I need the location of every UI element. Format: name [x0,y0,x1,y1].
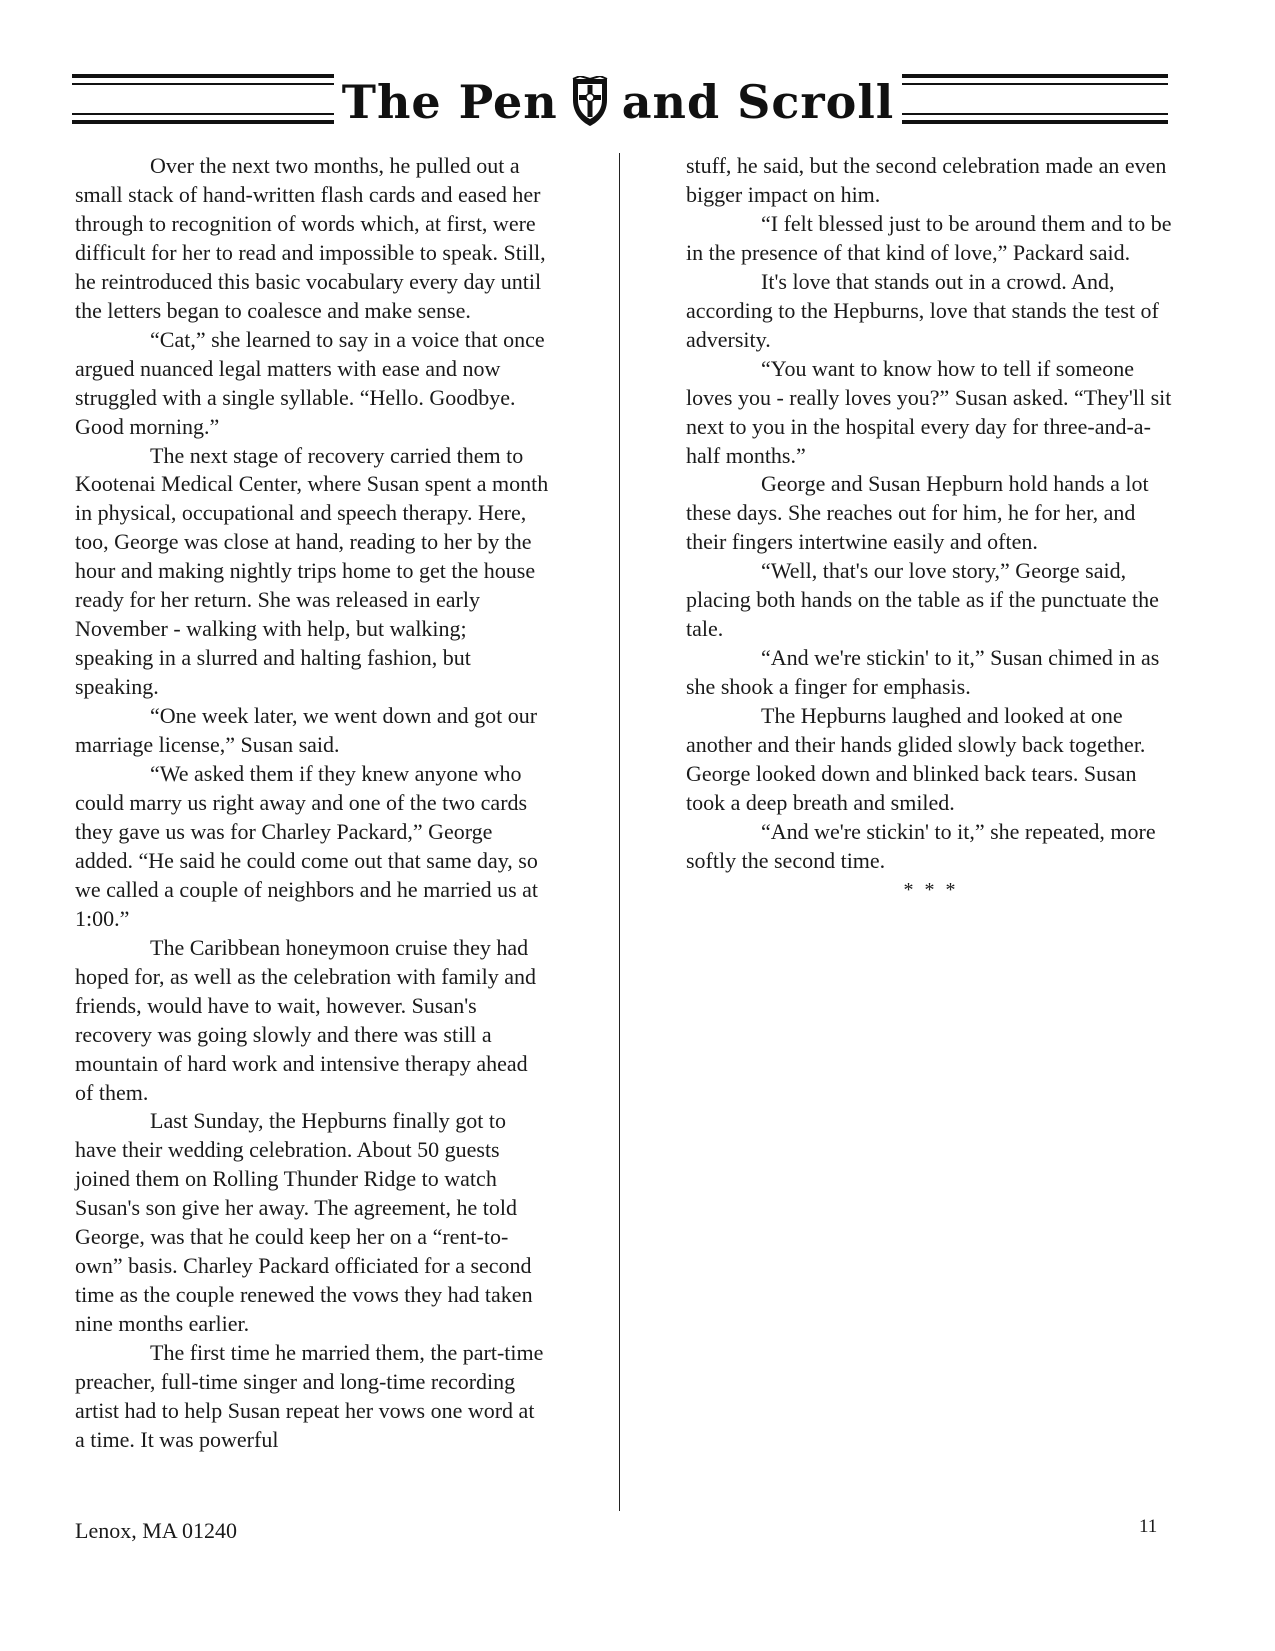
paragraph: “We asked them if they knew anyone who could marry us right away and one of the two cards they gave us was for Charley Packard,” George added. “He said he could come out that same day, so we called a couple of neighbors and he married us at 1:00.” [75,761,539,931]
column-divider [619,153,620,1511]
paragraph: “And we're stickin' to it,” she repeated, more softly the second time. [686,818,1156,873]
article-column-right [686,152,1176,905]
paragraph: “You want to know how to tell if someone loves you - really loves you?” Susan asked. “They'll sit next to you in the hospital every day for three-and-a-half months.” [686,355,1172,468]
paragraph: “I felt blessed just to be around them and to be in the presence of that kind of love,” Packard said. [686,210,1172,265]
masthead-title [334,70,902,134]
end-mark: * * * [903,878,959,901]
paragraph: “One week later, we went down and got our marriage license,” Susan said. [75,703,538,758]
paragraph-continued: stuff, he said, but the second celebration made an even bigger impact on him. [686,153,1167,207]
paragraph: Over the next two months, he pulled out a small stack of hand-written flash cards and eased her through to recognition of words which, at first, were difficult for her to read and impossible to speak. Still, he reintroduced this basic vocabulary every day until the letters began to coalesce and make sense. [75,153,546,323]
paragraph: “And we're stickin' to it,” Susan chimed in as she shook a finger for emphasis. [686,645,1160,700]
paragraph: The Hepburns laughed and looked at one another and their hands glided slowly back together. George looked down and blinked back tears. Susan took a deep breath and smiled. [686,703,1146,815]
paragraph: George and Susan Hepburn hold hands a lot these days. She reaches out for him, he for her, and their fingers intertwine easily and often. [686,471,1149,555]
paragraph: The next stage of recovery carried them to Kootenai Medical Center, where Susan spent a month in physical, occupational and speech therapy. Here, too, George was close at hand, reading to her by the hour and making nightly trips home to get the house ready for her return. She was released in early November - walking with help, but walking; speaking in a slurred and halting fashion, but speaking. [75,442,549,700]
masthead-rules-left [72,74,334,126]
paragraph: It's love that stands out in a crowd. And, according to the Hepburns, love that stands the test of adversity. [686,268,1159,352]
paragraph: “Well, that's our love story,” George said, placing both hands on the table as if the punctuate the tale. [686,558,1159,642]
paragraph: Last Sunday, the Hepburns finally got to have their wedding celebration. About 50 guests joined them on Rolling Thunder Ridge to watch Susan's son give her away. The agreement, he told George, was that he could keep her on a “rent-to-own” basis. Charley Packard officiated for a second time as the couple renewed the vows they had taken nine months earlier. [75,1108,533,1337]
footer-location: Lenox, MA 01240 [75,1518,237,1543]
crest-icon [570,76,610,128]
paragraph: “Cat,” she learned to say in a voice that once argued nuanced legal matters with ease and now struggled with a single syllable. “Hello. Goodbye. Good morning.” [75,326,545,439]
page-number: 11 [1139,1516,1158,1537]
masthead [72,70,1168,134]
paragraph: The first time he married them, the part-time preacher, full-time singer and long-time recording artist had to help Susan repeat her vows one word at a time. It was powerful [75,1340,544,1452]
paragraph: The Caribbean honeymoon cruise they had hoped for, as well as the celebration with family and friends, would have to wait, however. Susan's recovery was going slowly and there was still a mountain of hard work and intensive therapy ahead of them. [75,934,536,1105]
article-column-left [75,152,549,1455]
masthead-rules-right [902,74,1168,126]
masthead-title-right: and Scroll [621,75,895,129]
masthead-title-left: The Pen [341,75,558,129]
